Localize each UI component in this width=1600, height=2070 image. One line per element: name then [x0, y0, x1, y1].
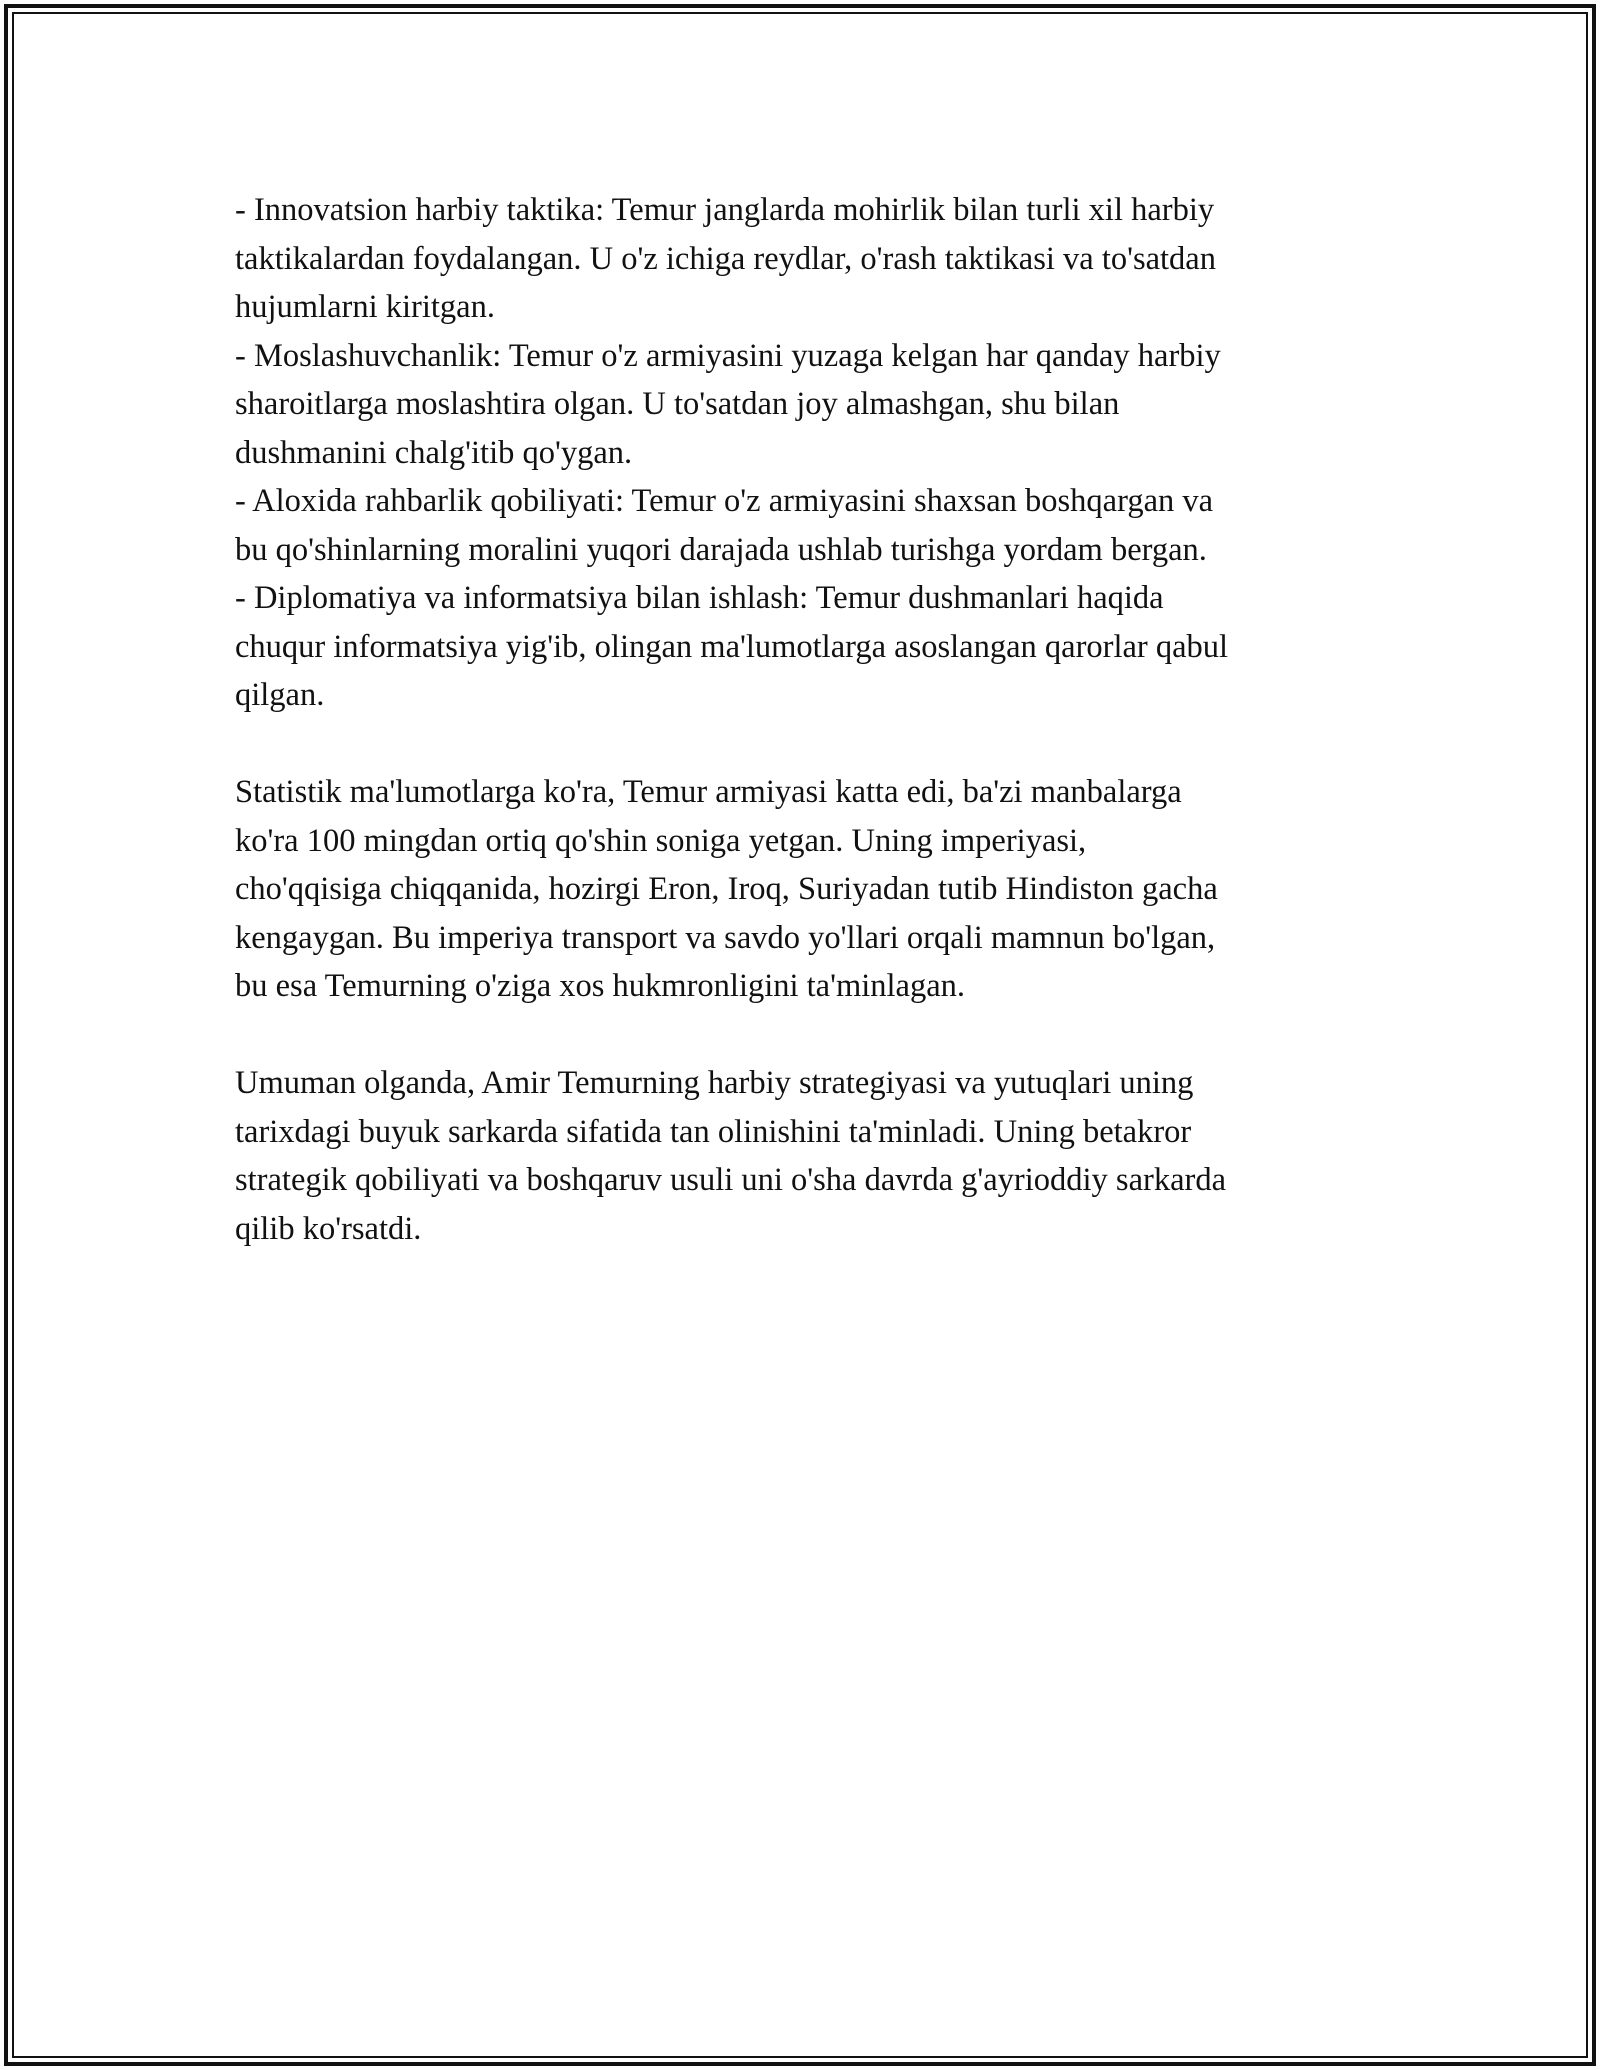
text-line: tarixdagi buyuk sarkarda sifatida tan olinishini ta'minladi. Uning betakror — [235, 1113, 1192, 1150]
paragraph-bullet-list — [235, 186, 1370, 720]
text-line: Statistik ma'lumotlarga ko'ra, Temur armiyasi katta edi, ba'zi manbalarga — [235, 774, 1182, 810]
text-line: chuqur informatsiya yig'ib, olingan ma'lumotlarga asoslangan qarorlar qabul — [235, 628, 1229, 665]
text-line: qilib ko'rsatdi. — [235, 1210, 422, 1247]
text-line: bu qo'shinlarning moralini yuqori darajada ushlab turishga yordam bergan. — [235, 531, 1207, 568]
paragraph-statistics — [235, 768, 1370, 1011]
text-line: sharoitlarga moslashtira olgan. U to'satdan joy almashgan, shu bilan — [235, 386, 1120, 422]
text-line: - Aloxida rahbarlik qobiliyati: Temur o'z armiyasini shaxsan boshqargan va — [235, 483, 1214, 519]
text-line: qilgan. — [235, 677, 325, 713]
text-line: - Innovatsion harbiy taktika: Temur janglarda mohirlik bilan turli xil harbiy — [235, 192, 1215, 228]
text-line: hujumlarni kiritgan. — [235, 289, 495, 325]
paragraph-conclusion — [235, 1059, 1370, 1253]
text-line: taktikalardan foydalangan. U o'z ichiga reydlar, o'rash taktikasi va to'satdan — [235, 240, 1216, 277]
paragraph-gap — [235, 1011, 1370, 1060]
paragraph-gap — [235, 720, 1370, 769]
text-line: - Diplomatiya va informatsiya bilan ishlash: Temur dushmanlari haqida — [235, 580, 1164, 616]
text-line: strategik qobiliyati va boshqaruv usuli uni o'sha davrda g'ayrioddiy sarkarda — [235, 1162, 1226, 1198]
text-line: cho'qqisiga chiqqanida, hozirgi Eron, Iroq, Suriyadan tutib Hindiston gacha — [235, 871, 1218, 907]
text-line: dushmanini chalg'itib qo'ygan. — [235, 434, 633, 471]
text-line: Umuman olganda, Amir Temurning harbiy strategiyasi va yutuqlari uning — [235, 1065, 1194, 1101]
text-line: ko'ra 100 mingdan ortiq qo'shin soniga yetgan. Uning imperiyasi, — [235, 822, 1087, 859]
text-line: kengaygan. Bu imperiya transport va savdo yo'llari orqali mamnun bo'lgan, — [235, 919, 1216, 956]
text-line: - Moslashuvchanlik: Temur o'z armiyasini yuzaga kelgan har qanday harbiy — [235, 337, 1221, 374]
document-body — [235, 186, 1370, 1253]
text-line: bu esa Temurning o'ziga xos hukmronligini ta'minlagan. — [235, 968, 966, 1004]
